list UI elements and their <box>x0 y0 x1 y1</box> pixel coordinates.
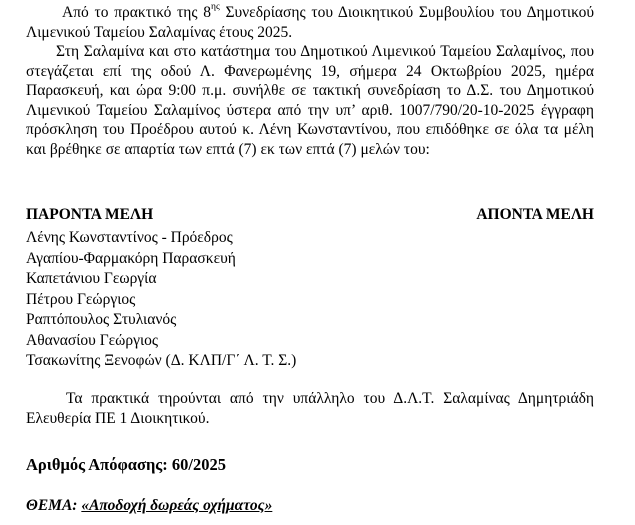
member-item: Ραπτόπουλος Στυλιανός <box>26 311 177 328</box>
absent-members-heading: ΑΠΟΝΤΑ ΜΕΛΗ <box>476 206 594 223</box>
minutes-keeper-paragraph: Τα πρακτικά τηρούνται από την υπάλληλο του Δ.Λ.Τ. Σαλαμίνας Δημητριάδη Ελευθερία ΠΕ 1 Διοικητικού. <box>26 390 594 427</box>
subject-line <box>26 497 272 515</box>
intro-paragraph <box>26 3 594 42</box>
document-page <box>26 0 594 514</box>
ordinal-suffix: ης <box>211 1 220 12</box>
member-item: Πέτρου Γεώργιος <box>26 290 136 308</box>
members-header <box>26 206 594 226</box>
meeting-paragraph: Στη Σαλαμίνα και στο κατάστημα του Δημοτικού Λιμενικού Ταμείου Σαλαμίνος, που στεγάζεται επί της οδού Λ. Φανερωμένης 19, σήμερα 24 Οκτωβρίου 2025, ημέρα Παρασκευή, και ώρα 9:00 π.μ. συνήλθε σε τακτική συνεδρίαση το Δ.Σ. του Δημοτικού Λιμενικού Ταμείου Σαλαμίνος ύστερα από την υπ’ αριθ. 1007/790/20-10-2025 έγγραφη πρόσκληση του Προέδρου αυτού κ. Λένη Κωνσταντίνου, που επιδόθηκε σε όλα τα μέλη και βρέθηκε σε απαρτία των επτά (7) εκ των επτά (7) μελών του: <box>26 43 594 158</box>
decision-number: Αριθμός Απόφασης: 60/2025 <box>26 455 226 474</box>
member-item: Αθανασίου Γεώργιος <box>26 331 159 349</box>
present-members-list <box>26 228 296 372</box>
intro-text-end: Συνεδρίασης του Διοικητικού Συμβουλίου του Δημοτικού Λιμενικού Ταμείου Σαλαμίνας έτους 2025. <box>26 4 594 41</box>
intro-text-start: Από το πρακτικό της 8 <box>62 4 212 21</box>
member-item: Αγαπίου-Φαρμακόρη Παρασκευή <box>26 249 236 267</box>
subject-separator: : <box>72 497 82 514</box>
member-item: Τσακωνίτης Ξενοφών (Δ. ΚΛΠ/Γ΄ Λ. Τ. Σ.) <box>26 352 297 369</box>
member-item: Λένης Κωνσταντίνος - Πρόεδρος <box>26 229 233 246</box>
subject-value: «Αποδοχή δωρεάς οχήματος» <box>81 497 273 514</box>
member-item: Καπετάνιου Γεωργία <box>26 270 157 287</box>
present-members-heading: ΠΑΡΟΝΤΑ ΜΕΛΗ <box>26 206 154 223</box>
subject-label: ΘΕΜΑ <box>26 497 73 514</box>
